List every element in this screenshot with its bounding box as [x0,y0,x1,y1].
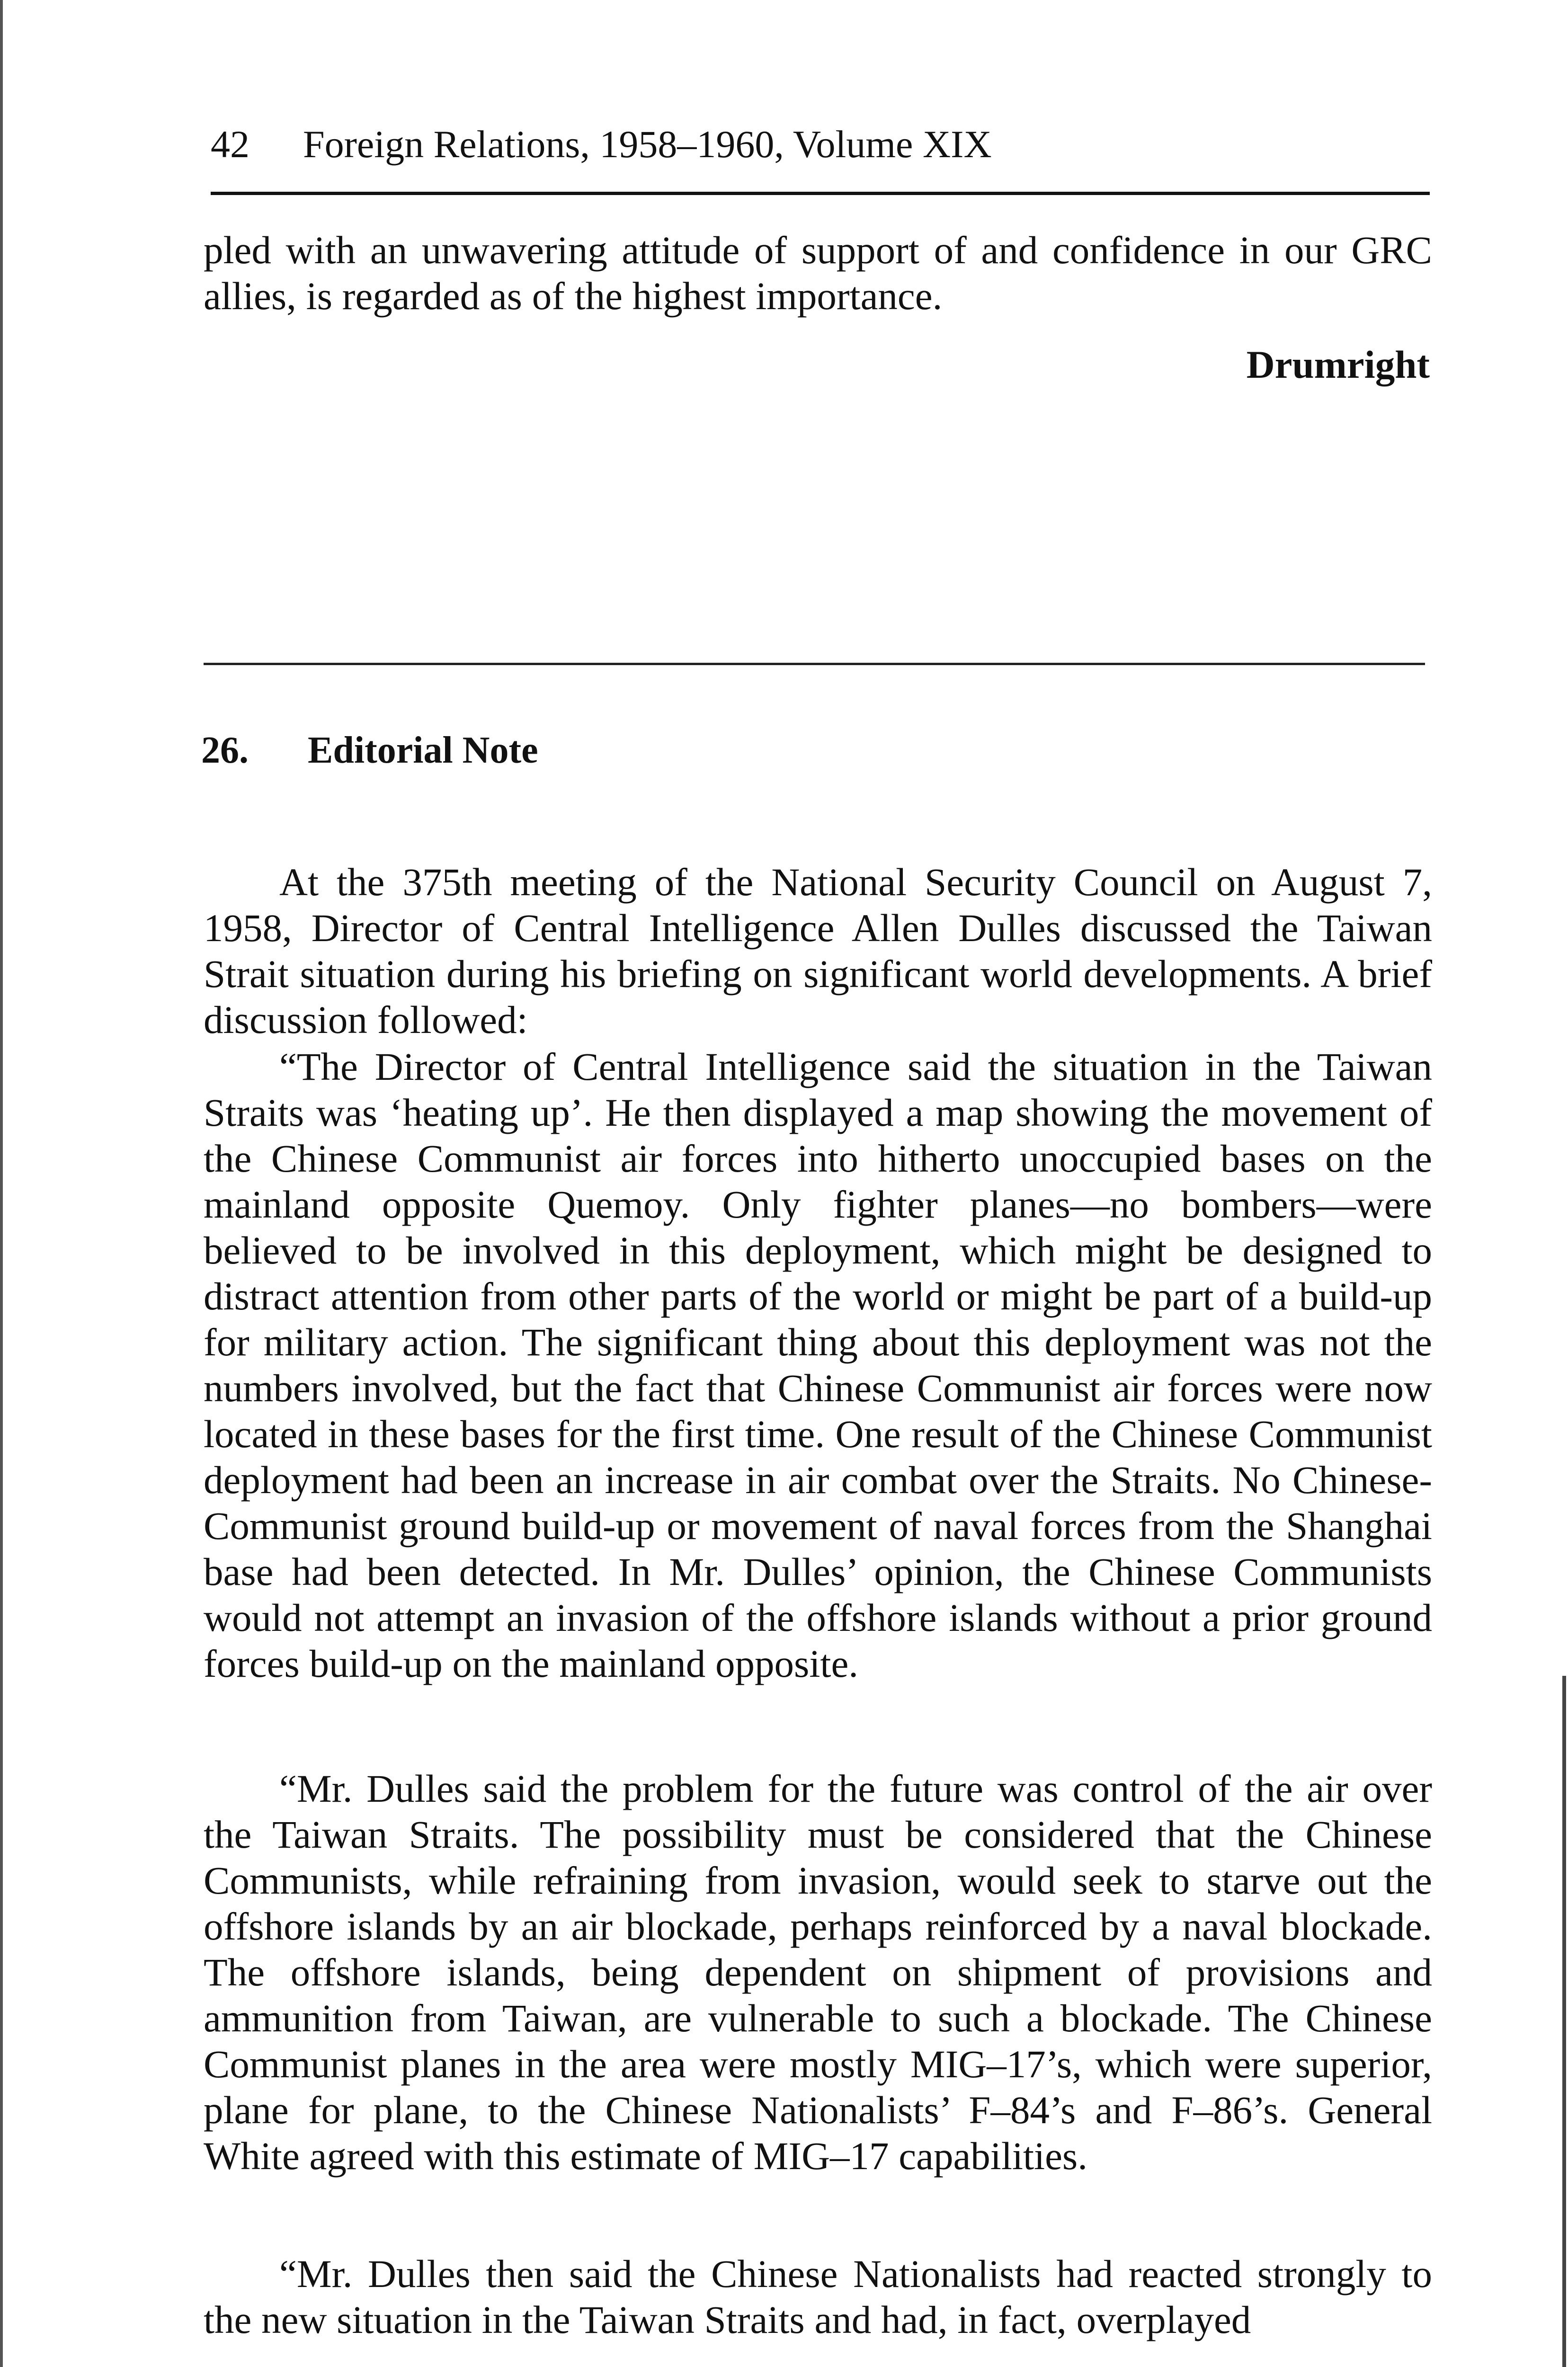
editorial-note-heading [201,727,538,774]
page-edge-left [0,0,3,2367]
running-head [211,121,1427,192]
note-paragraph-quote-1: “The Director of Central Intelligence said the situation in the Taiwan Straits was ‘heating up’. He then displayed a map showing the movement of the Chinese Communist air forces into hitherto unoccupied bases on the mainland opposite Quemoy. Only fighter planes—no bombers—were believed to be involved in this deployment, which might be designed to distract attention from other parts of the world or might be part of a build-up for military action. The significant thing about this deployment was not the numbers involved, but the fact that Chinese Communist air forces were now located in these bases for the first time. One result of the Chinese Communist deployment had been an increase in air combat over the Straits. No Chinese-Communist ground build-up or movement of naval forces from the Shanghai base had been detected. In Mr. Dulles’ opinion, the Chinese Communists would not attempt an invasion of the offshore islands without a prior ground forces build-up on the mainland opposite. [204,1045,1432,1685]
note-paragraph-quote-2: “Mr. Dulles said the problem for the future was control of the air over the Taiwan Straits. The possibility must be considered that the Chinese Communists, while refraining from invasion, would seek to starve out the offshore islands by an air blockade, perhaps reinforced by a naval blockade. The offshore islands, being dependent on shipment of provisions and ammunition from Taiwan, are vulnerable to such a blockade. The Chinese Communist planes in the area were mostly MIG–17’s, which were superior, plane for plane, to the Chinese Nationalists’ F–84’s and F–86’s. General White agreed with this estimate of MIG–17 capabilities. [204,1767,1432,2178]
page-edge-right [1562,1676,1566,2367]
editorial-note-title: Editorial Note [308,730,538,771]
section-divider [204,663,1425,665]
header-rule [211,192,1430,195]
note-paragraph-intro: At the 375th meeting of the National Security Council on August 7, 1958, Director of Central Intelligence Allen Dulles discussed the Taiwan Strait situation during his briefing on significant world developments. A brief discussion followed: [204,860,1432,1041]
note-paragraph-quote-3: “Mr. Dulles then said the Chinese Nationalists had reacted strongly to the new situation in the Taiwan Straits and had, in fact, overplayed [204,2252,1432,2341]
continuation-paragraph: pled with an unwavering attitude of support of and confidence in our GRC allies, is regarded as of the highest importance. [204,228,1432,318]
signature: Drumright [1246,343,1430,386]
page-number: 42 [211,123,249,166]
document-number: 26. [201,730,249,771]
running-head-title: Foreign Relations, 1958–1960, Volume XIX [303,123,992,166]
